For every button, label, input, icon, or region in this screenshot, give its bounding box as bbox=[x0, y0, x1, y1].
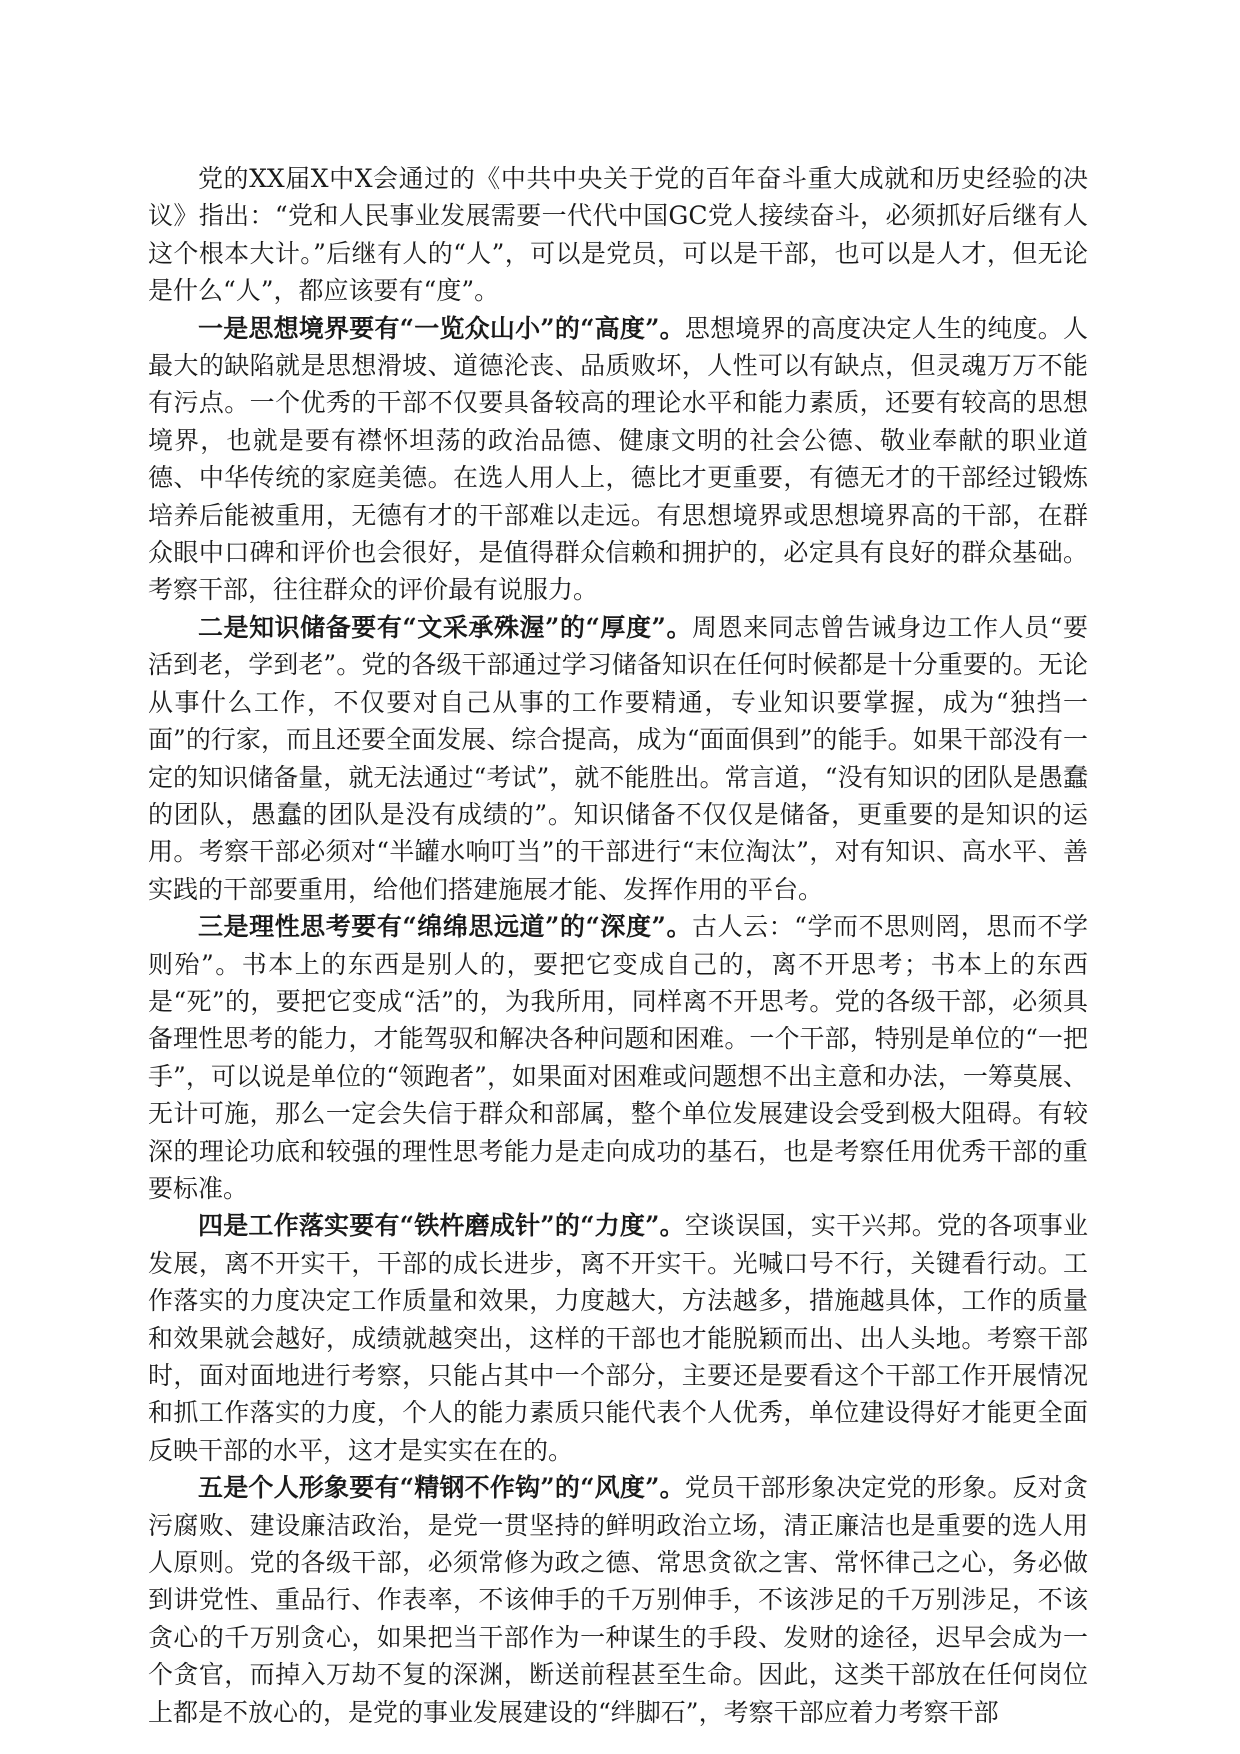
paragraph-point-5 bbox=[148, 1469, 1088, 1731]
paragraph-text: 空谈误国，实干兴邦。党的各项事业发展，离不开实干，干部的成长进步，离不开实干。光喊口号不行，关键看行动。工作落实的力度决定工作质量和效果，力度越大，方法越多，措施越具体，工作的质量和效果就会越好，成绩就越突出，这样的干部也才能脱颖而出、出人头地。考察干部时，面对面地进行考察，只能占其中一个部分，主要还是要看这个干部工作开展情况和抓工作落实的力度，个人的能力素质只能代表个人优秀，单位建设得好才能更全面反映干部的水平，这才是实实在在的。 bbox=[148, 1211, 1088, 1465]
paragraph-lead: 二是知识储备要有“文采承殊渥”的“厚度”。 bbox=[198, 612, 692, 642]
paragraph-lead: 三是理性思考要有“绵绵思远道”的“深度”。 bbox=[198, 912, 692, 942]
paragraph-point-3 bbox=[148, 908, 1088, 1207]
document-page bbox=[148, 160, 1088, 1731]
paragraph-point-2 bbox=[148, 609, 1088, 908]
paragraph-text: 思想境界的高度决定人生的纯度。人最大的缺陷就是思想滑坡、道德沦丧、品质败坏，人性可以有缺点，但灵魂万万不能有污点。一个优秀的干部不仅要具备较高的理论水平和能力素质，还要有较高的思想境界，也就是要有襟怀坦荡的政治品德、健康文明的社会公德、敬业奉献的职业道德、中华传统的家庭美德。在选人用人上，德比才更重要，有德无才的干部经过锻炼培养后能被重用，无德有才的干部难以走远。有思想境界或思想境界高的干部，在群众眼中口碑和评价也会很好，是值得群众信赖和拥护的，必定具有良好的群众基础。考察干部，往往群众的评价最有说服力。 bbox=[148, 313, 1088, 605]
paragraph-point-4 bbox=[148, 1207, 1088, 1469]
paragraph-lead: 五是个人形象要有“精钢不作钩”的“风度”。 bbox=[198, 1473, 685, 1503]
paragraph-text: 党的XX届X中X会通过的《中共中央关于党的百年奋斗重大成就和历史经验的决议》指出：“党和人民事业发展需要一代代中国GC党人接续奋斗，必须抓好后继有人这个根本大计。”后继有人的“人”，可以是党员，可以是干部，也可以是人才，但无论是什么“人”，都应该要有“度”。 bbox=[148, 164, 1088, 306]
paragraph-lead: 四是工作落实要有“铁杵磨成针”的“力度”。 bbox=[198, 1211, 685, 1241]
paragraph-lead: 一是思想境界要有“一览众山小”的“高度”。 bbox=[198, 313, 685, 343]
paragraph-text: 周恩来同志曾告诫身边工作人员“要活到老，学到老”。党的各级干部通过学习储备知识在任何时候都是十分重要的。无论从事什么工作，不仅要对自己从事的工作要精通，专业知识要掌握，成为“独挡一面”的行家，而且还要全面发展、综合提高，成为“面面俱到”的能手。如果干部没有一定的知识储备量，就无法通过“考试”，就不能胜出。常言道，“没有知识的团队是愚蠢的团队，愚蠢的团队是没有成绩的”。知识储备不仅仅是储备，更重要的是知识的运用。考察干部必须对“半罐水响叮当”的干部进行“末位淘汰”，对有知识、高水平、善实践的干部要重用，给他们搭建施展才能、发挥作用的平台。 bbox=[148, 612, 1088, 904]
paragraph-text: 党员干部形象决定党的形象。反对贪污腐败、建设廉洁政治，是党一贯坚持的鲜明政治立场，清正廉洁也是重要的选人用人原则。党的各级干部，必须常修为政之德、常思贪欲之害、常怀律己之心，务必做到讲党性、重品行、作表率，不该伸手的千万别伸手，不该涉足的千万别涉足，不该贪心的千万别贪心，如果把当干部作为一种谋生的手段、发财的途径，迟早会成为一个贪官，而掉入万劫不复的深渊，断送前程甚至生命。因此，这类干部放在任何岗位上都是不放心的，是党的事业发展建设的“绊脚石”，考察干部应着力考察干部 bbox=[148, 1473, 1088, 1727]
paragraph-text: 古人云：“学而不思则罔，思而不学则殆”。书本上的东西是别人的，要把它变成自己的，离不开思考；书本上的东西是“死”的，要把它变成“活”的，为我所用，同样离不开思考。党的各级干部，必须具备理性思考的能力，才能驾驭和解决各种问题和困难。一个干部，特别是单位的“一把手”，可以说是单位的“领跑者”，如果面对困难或问题想不出主意和办法，一筹莫展、无计可施，那么一定会失信于群众和部属，整个单位发展建设会受到极大阻碍。有较深的理论功底和较强的理性思考能力是走向成功的基石，也是考察任用优秀干部的重要标准。 bbox=[148, 912, 1088, 1203]
paragraph-point-1 bbox=[148, 310, 1088, 609]
paragraph-intro bbox=[148, 160, 1088, 310]
